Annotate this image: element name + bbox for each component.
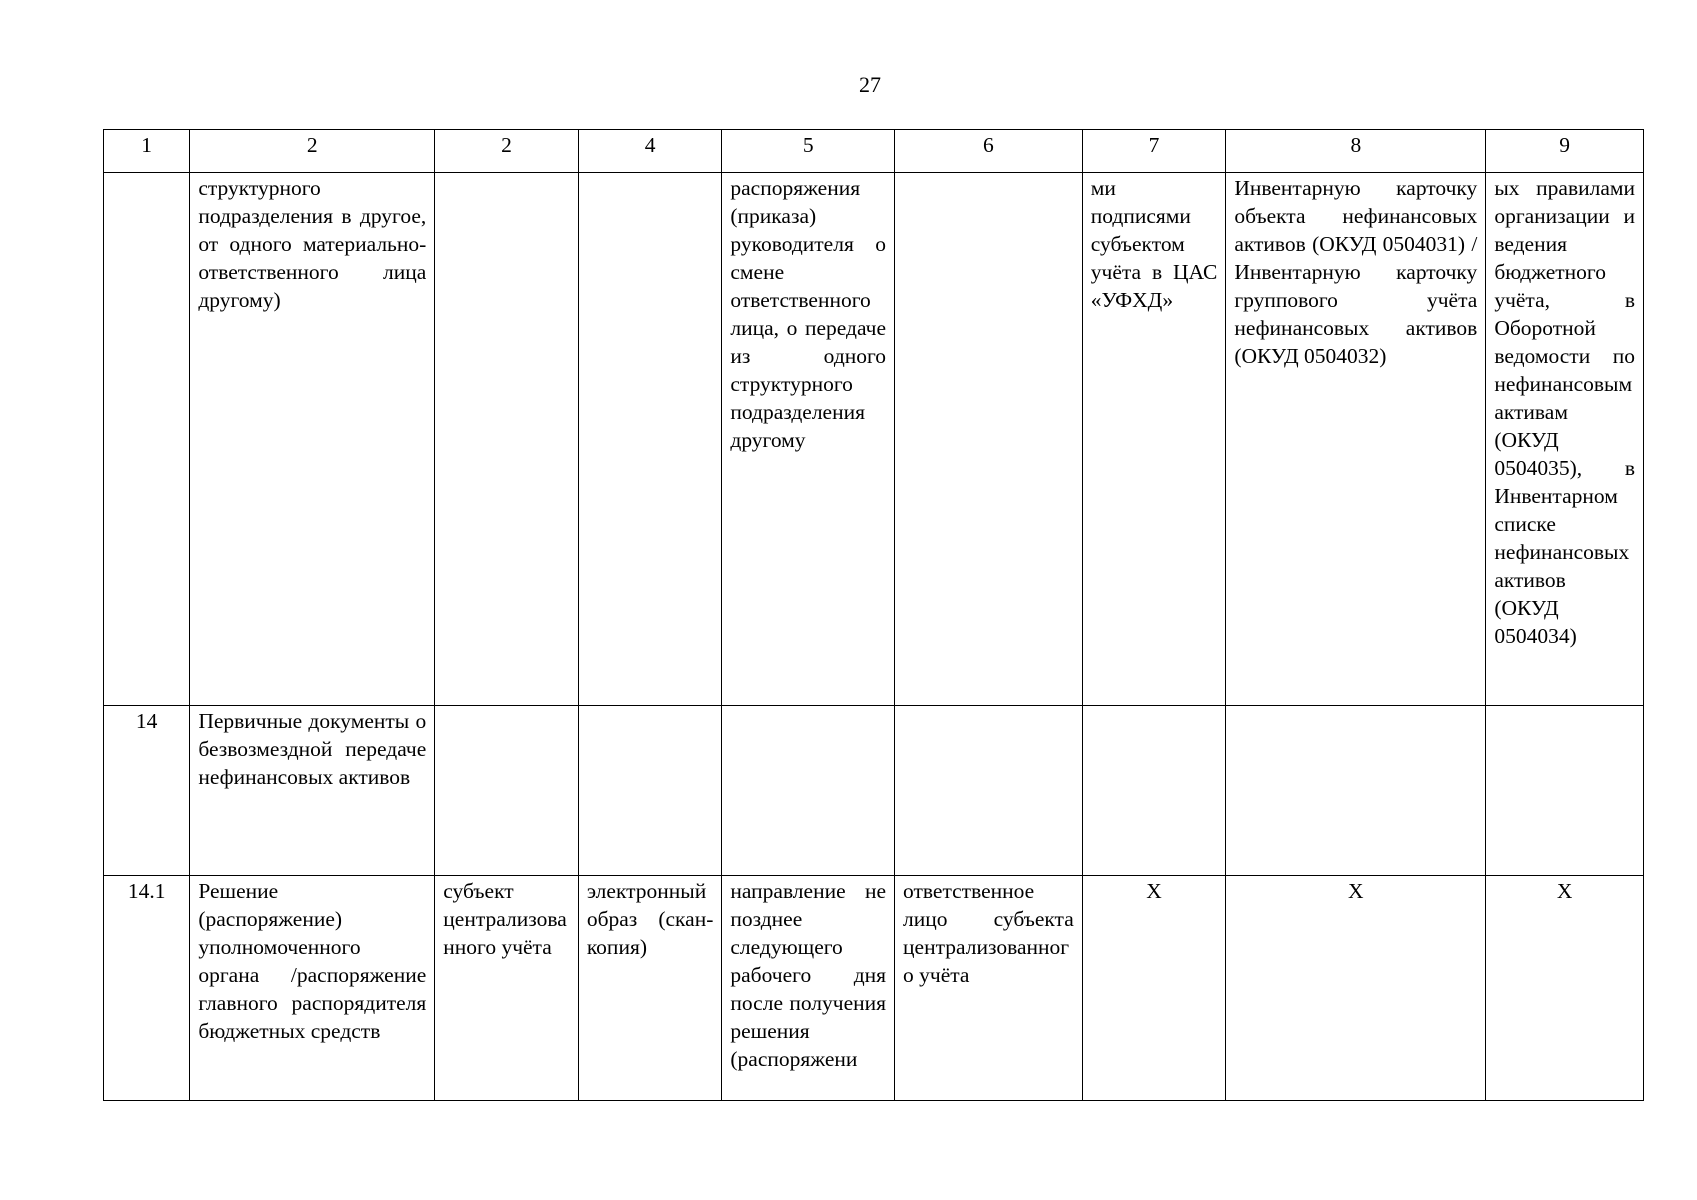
document-name-cell: структурного подразделения в другое, от одного материально-ответственного лица другому) xyxy=(190,173,435,706)
responsible-cell: ответственное лицо субъекта централизованного учёта xyxy=(895,876,1083,1101)
header-cell-col2: 2 xyxy=(190,130,435,173)
signature-cell: Х xyxy=(1082,876,1226,1101)
format-cell xyxy=(578,173,722,706)
deadline-cell xyxy=(722,706,895,876)
responsible-cell xyxy=(895,173,1083,706)
header-cell-col8: 8 xyxy=(1226,130,1486,173)
table-row xyxy=(104,706,1644,876)
register-cell xyxy=(1226,706,1486,876)
header-cell-col7: 7 xyxy=(1082,130,1226,173)
responsible-cell xyxy=(895,706,1083,876)
reflection-cell xyxy=(1486,706,1644,876)
table-row xyxy=(104,876,1644,1101)
format-cell: электронный образ (скан-копия) xyxy=(578,876,722,1101)
header-cell-col1: 1 xyxy=(104,130,190,173)
row-number-cell: 14 xyxy=(104,706,190,876)
table-header-row xyxy=(104,130,1644,173)
row-number-cell: 14.1 xyxy=(104,876,190,1101)
header-cell-col9: 9 xyxy=(1486,130,1644,173)
document-name-cell: Решение (распоряжение) уполномоченного органа /распоряжение главного распорядителя бюджетных средств xyxy=(190,876,435,1101)
signature-cell xyxy=(1082,706,1226,876)
deadline-cell: направление не позднее следующего рабочего дня после получения решения (распоряжени xyxy=(722,876,895,1101)
signature-cell: ми подписями субъектом учёта в ЦАС «УФХД» xyxy=(1082,173,1226,706)
reflection-cell: Х xyxy=(1486,876,1644,1101)
deadline-cell: распоряжения (приказа) руководителя о смене ответственного лица, о передаче из одного структурного подразделения другому xyxy=(722,173,895,706)
document-name-cell: Первичные документы о безвозмездной передаче нефинансовых активов xyxy=(190,706,435,876)
header-cell-col6: 6 xyxy=(895,130,1083,173)
creator-cell: субъект централизованного учёта xyxy=(435,876,579,1101)
page-number: 27 xyxy=(859,72,881,97)
format-cell xyxy=(578,706,722,876)
header-cell-col3: 2 xyxy=(435,130,579,173)
header-cell-col4: 4 xyxy=(578,130,722,173)
register-cell: Х xyxy=(1226,876,1486,1101)
creator-cell xyxy=(435,706,579,876)
register-cell: Инвентарную карточку объекта нефинансовых активов (ОКУД 0504031) /Инвентарную карточку группового учёта нефинансовых активов (ОКУД 0504032) xyxy=(1226,173,1486,706)
table-row xyxy=(104,173,1644,706)
row-number-cell xyxy=(104,173,190,706)
reflection-cell: ых правилами организации и ведения бюджетного учёта, в Оборотной ведомости по нефинансовым активам (ОКУД 0504035), в Инвентарном списке нефинансовых активов (ОКУД 0504034) xyxy=(1486,173,1644,706)
creator-cell xyxy=(435,173,579,706)
header-cell-col5: 5 xyxy=(722,130,895,173)
document-table xyxy=(103,129,1644,1101)
